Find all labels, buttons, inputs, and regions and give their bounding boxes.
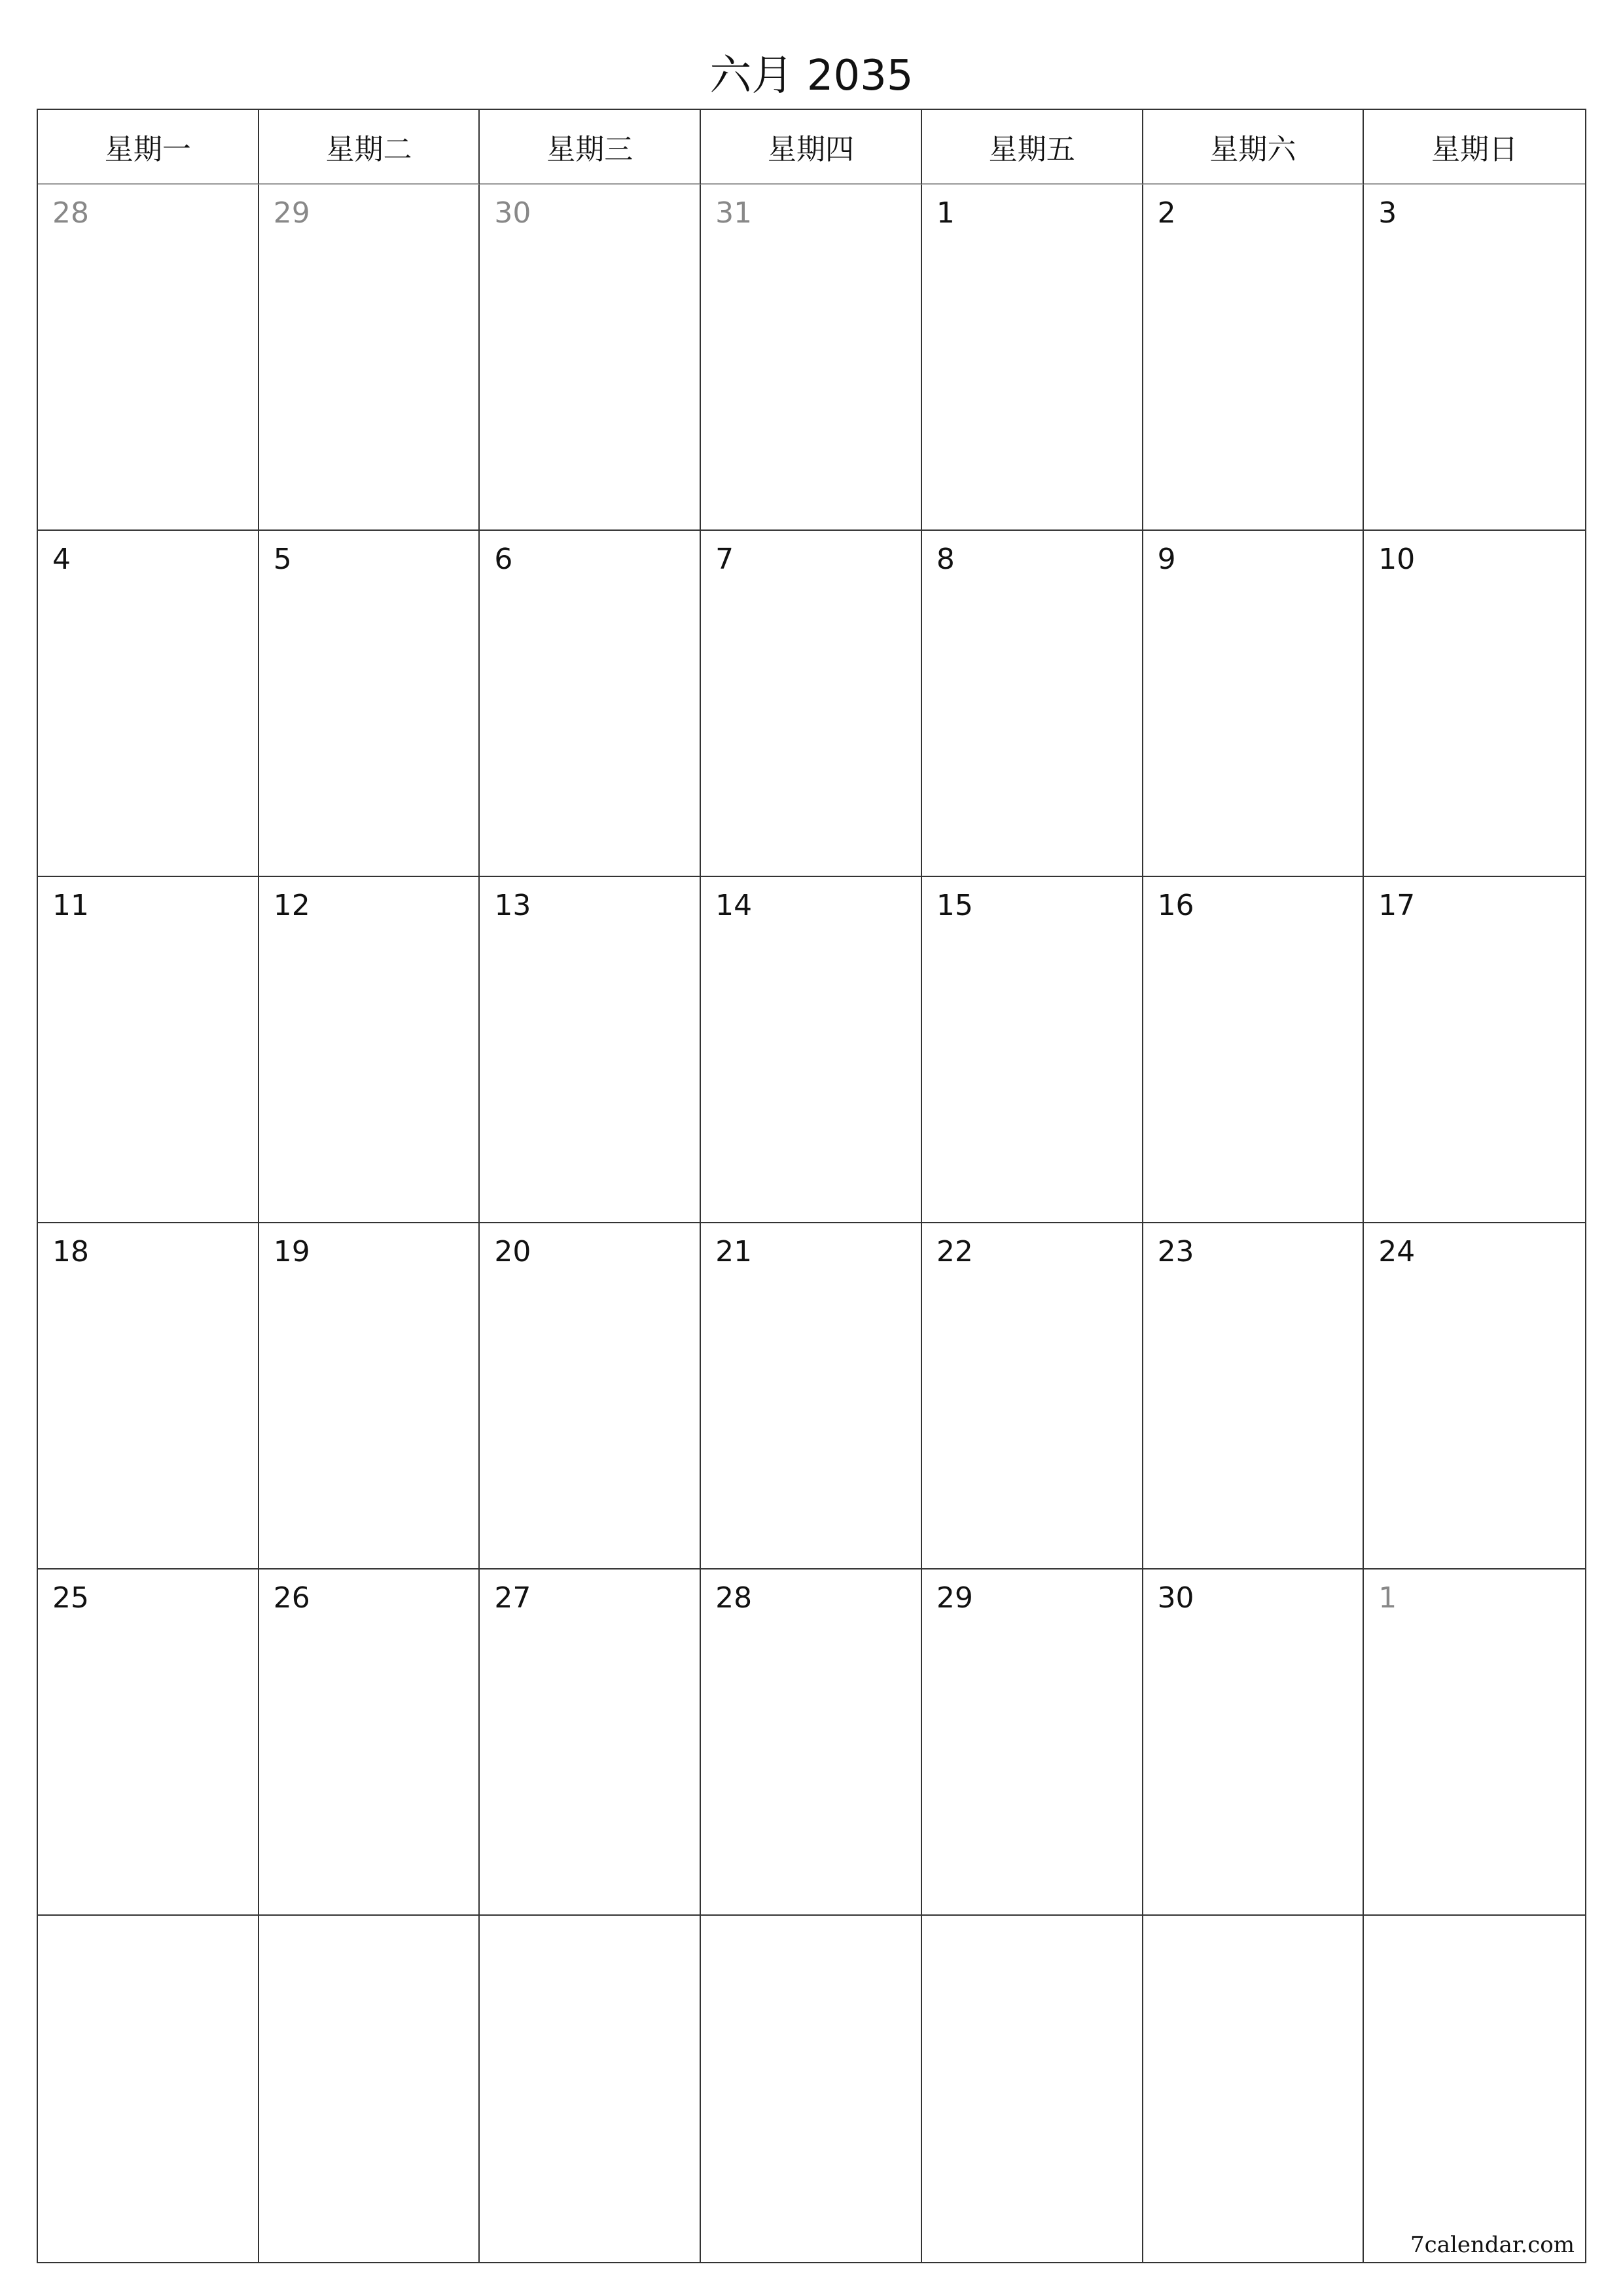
- weekday-header-mon: 星期一: [38, 110, 259, 185]
- day-cell: [1143, 1223, 1364, 1570]
- day-cell: [480, 877, 701, 1223]
- day-number: 13: [494, 889, 531, 922]
- day-number: 1: [1378, 1581, 1397, 1615]
- day-number: 6: [494, 543, 513, 576]
- day-number: 12: [273, 889, 310, 922]
- day-number: 15: [936, 889, 973, 922]
- day-number: 30: [1157, 1581, 1194, 1615]
- day-cell: [38, 531, 259, 877]
- day-number: 22: [936, 1235, 973, 1268]
- day-number: 10: [1378, 543, 1416, 576]
- day-cell: [1143, 1570, 1364, 1916]
- day-cell: [38, 1570, 259, 1916]
- weekday-header-fri: 星期五: [922, 110, 1143, 185]
- day-cell: [1364, 877, 1585, 1223]
- day-number: 14: [715, 889, 753, 922]
- day-cell: [1143, 877, 1364, 1223]
- day-number: 27: [494, 1581, 531, 1615]
- day-number: 21: [715, 1235, 753, 1268]
- day-cell: [480, 531, 701, 877]
- day-number: 2: [1157, 196, 1176, 230]
- day-cell: [1364, 1570, 1585, 1916]
- day-number: 24: [1378, 1235, 1416, 1268]
- day-cell: [259, 185, 480, 531]
- day-cell: [701, 185, 922, 531]
- day-cell: [701, 877, 922, 1223]
- day-cell: [480, 1223, 701, 1570]
- day-number: 9: [1157, 543, 1176, 576]
- day-number: 1: [936, 196, 955, 230]
- day-number: 30: [494, 196, 531, 230]
- day-number: 26: [273, 1581, 310, 1615]
- day-cell: [1364, 531, 1585, 877]
- site-watermark: 7calendar.com: [1410, 2232, 1575, 2258]
- weekday-header-sat: 星期六: [1143, 110, 1364, 185]
- day-cell: [480, 1916, 701, 2262]
- day-number: 7: [715, 543, 734, 576]
- day-number: 19: [273, 1235, 310, 1268]
- day-cell: [922, 531, 1143, 877]
- day-number: 11: [52, 889, 89, 922]
- day-number: 4: [52, 543, 71, 576]
- day-number: 17: [1378, 889, 1416, 922]
- day-number: 20: [494, 1235, 531, 1268]
- day-cell: [38, 1916, 259, 2262]
- day-cell: [701, 1570, 922, 1916]
- day-cell: [480, 1570, 701, 1916]
- weekday-header-tue: 星期二: [259, 110, 480, 185]
- day-number: 16: [1157, 889, 1194, 922]
- day-cell: [259, 1570, 480, 1916]
- day-number: 5: [273, 543, 292, 576]
- day-cell: [922, 185, 1143, 531]
- day-cell: [701, 531, 922, 877]
- day-cell: [701, 1916, 922, 2262]
- day-number: 28: [52, 196, 89, 230]
- day-cell: [259, 1223, 480, 1570]
- month-grid: [37, 109, 1586, 2263]
- day-cell: [259, 877, 480, 1223]
- day-number: 18: [52, 1235, 89, 1268]
- day-cell: [1364, 1916, 1585, 2262]
- day-number: 29: [936, 1581, 973, 1615]
- day-cell: [1143, 1916, 1364, 2262]
- day-cell: [922, 1570, 1143, 1916]
- day-cell: [480, 185, 701, 531]
- day-cell: [922, 877, 1143, 1223]
- day-cell: [38, 877, 259, 1223]
- day-cell: [259, 1916, 480, 2262]
- weekday-header-sun: 星期日: [1364, 110, 1585, 185]
- day-cell: [922, 1223, 1143, 1570]
- day-cell: [1143, 531, 1364, 877]
- day-number: 31: [715, 196, 753, 230]
- day-cell: [1364, 185, 1585, 531]
- day-cell: [922, 1916, 1143, 2262]
- day-number: 25: [52, 1581, 89, 1615]
- day-number: 3: [1378, 196, 1397, 230]
- day-cell: [38, 1223, 259, 1570]
- day-number: 28: [715, 1581, 753, 1615]
- calendar-title: 六月 2035: [709, 52, 914, 100]
- day-cell: [1143, 185, 1364, 531]
- day-cell: [38, 185, 259, 531]
- day-cell: [701, 1223, 922, 1570]
- day-number: 8: [936, 543, 955, 576]
- day-number: 29: [273, 196, 310, 230]
- weekday-header-wed: 星期三: [480, 110, 701, 185]
- weekday-header-thu: 星期四: [701, 110, 922, 185]
- day-cell: [1364, 1223, 1585, 1570]
- day-number: 23: [1157, 1235, 1194, 1268]
- day-cell: [259, 531, 480, 877]
